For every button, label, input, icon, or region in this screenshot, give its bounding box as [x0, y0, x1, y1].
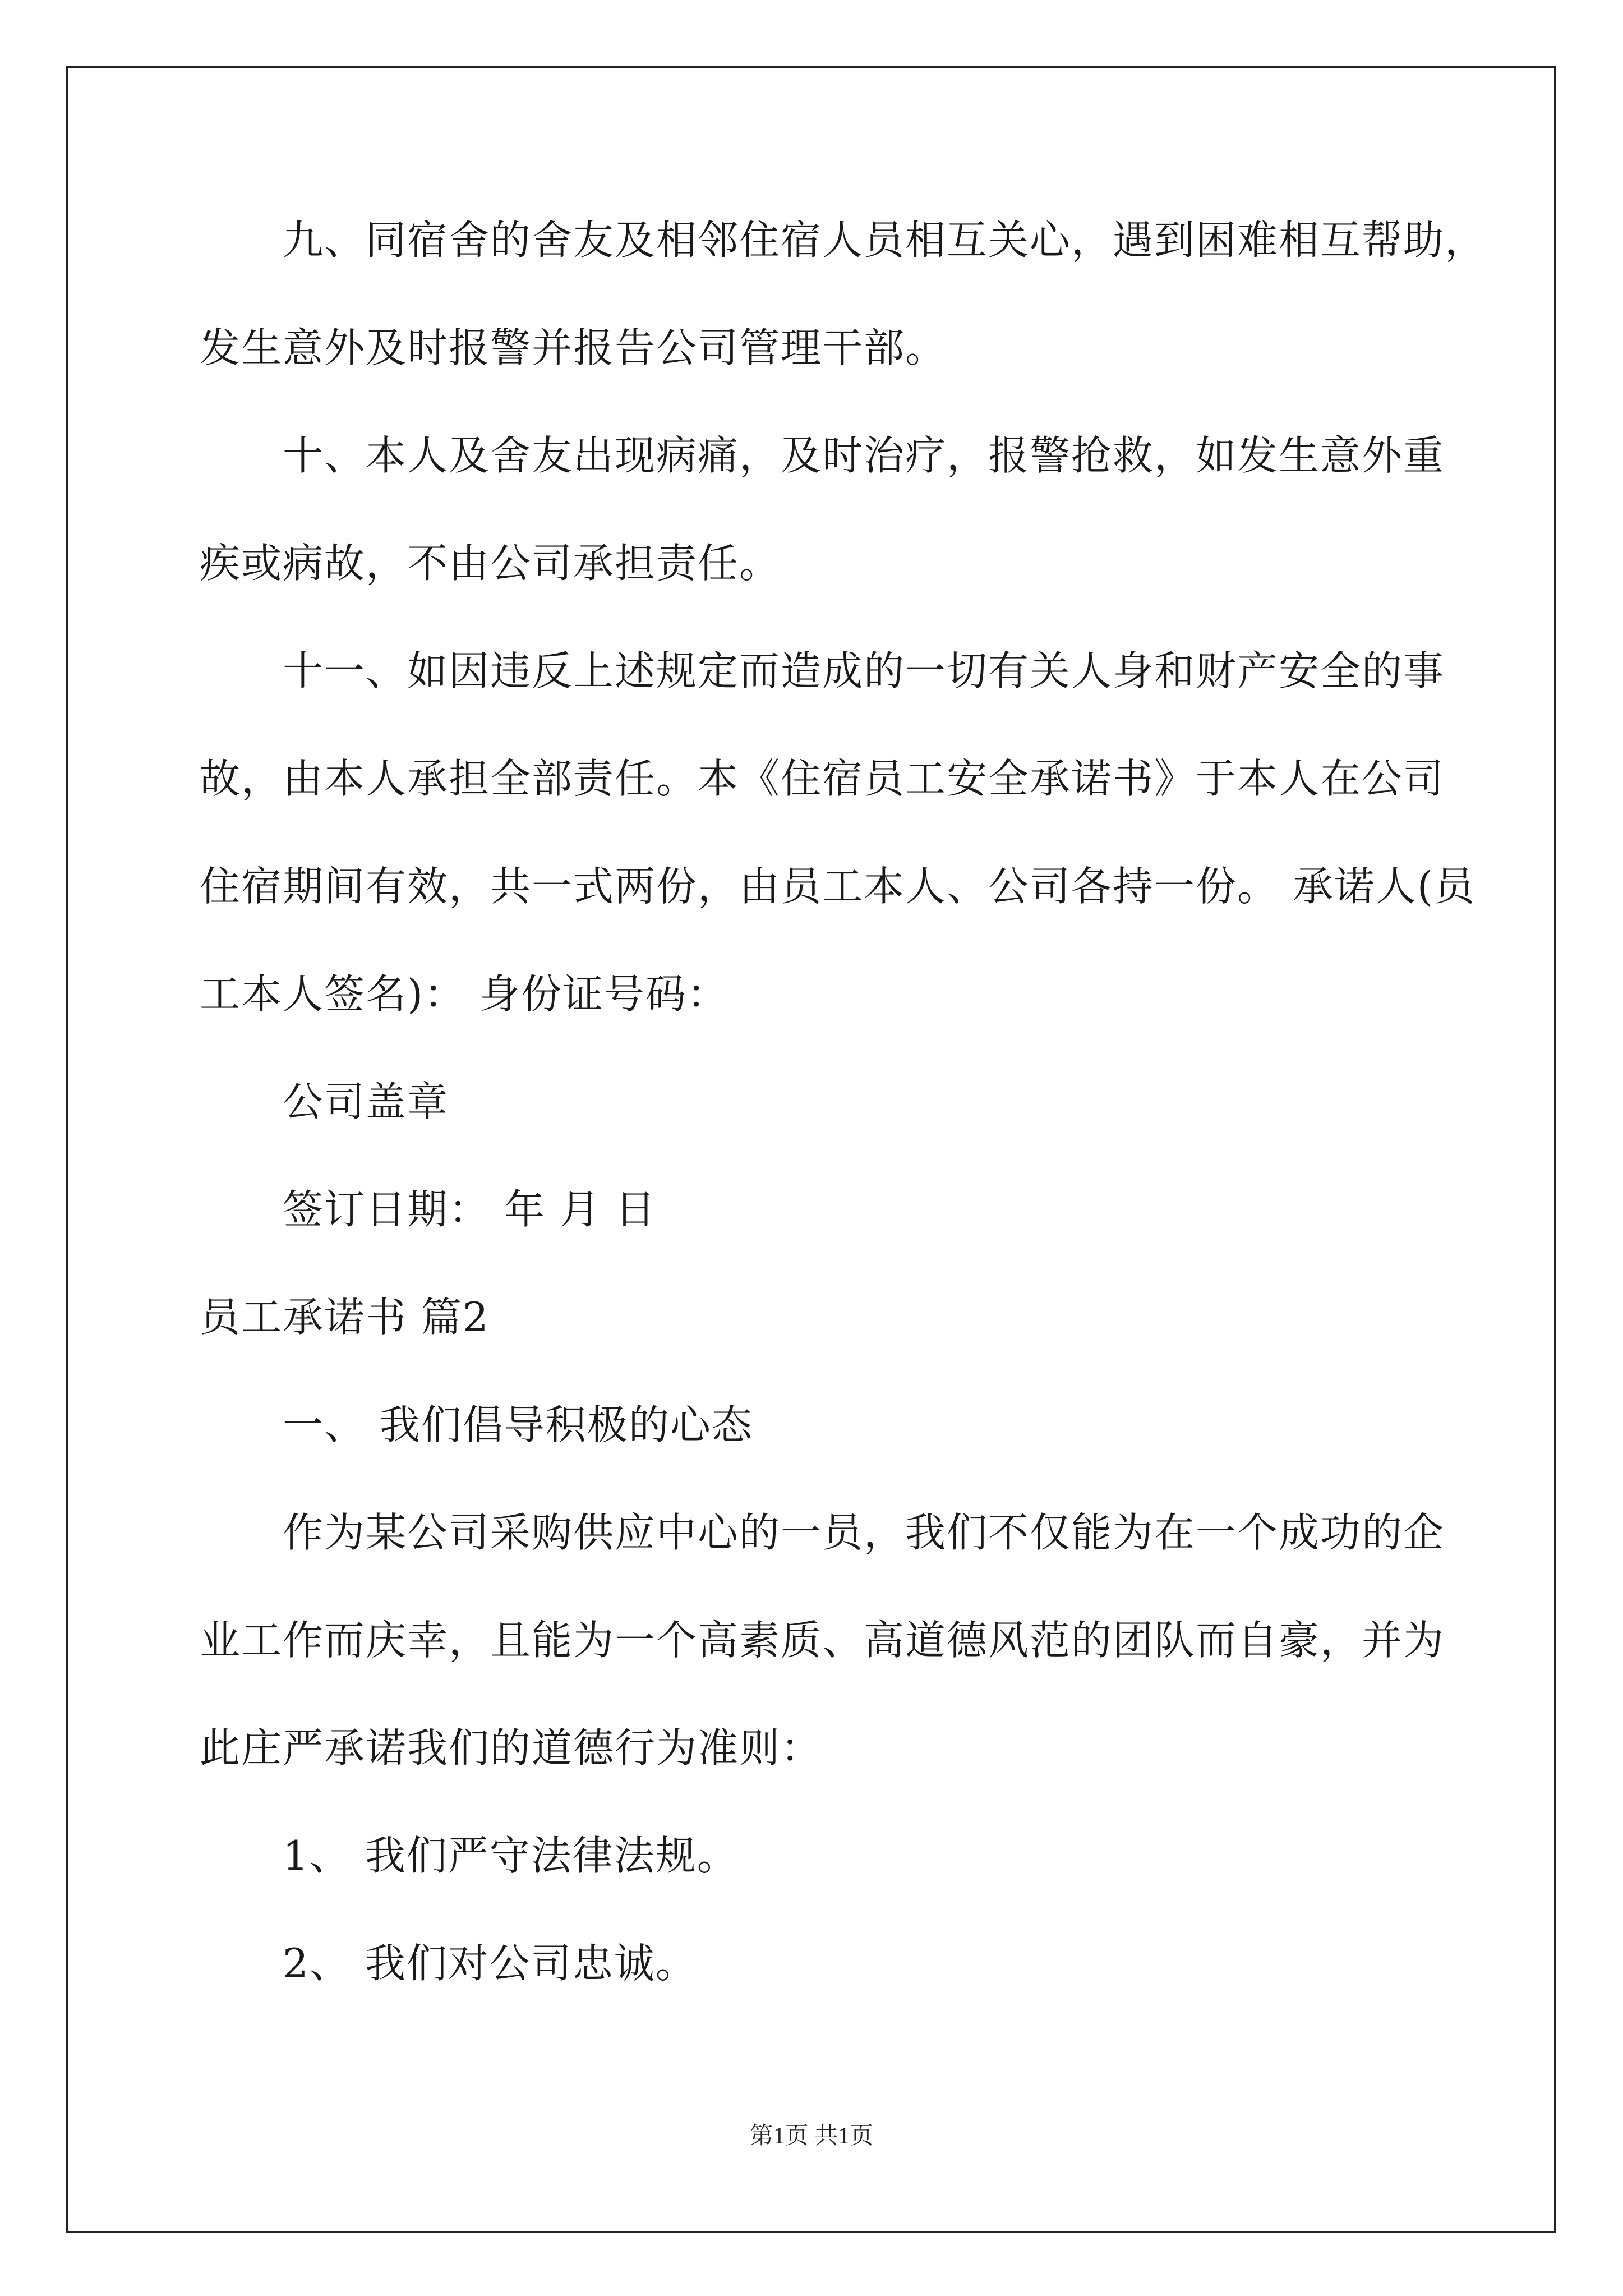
paragraph-11-line-4: 工本人签名)： 身份证号码： — [200, 970, 728, 1018]
signing-date-line: 签订日期： 年 月 日 — [283, 1186, 657, 1233]
intro-paragraph-line-3: 此庄严承诺我们的道德行为准则： — [200, 1724, 823, 1772]
paragraph-11-line-1: 十一、如因违反上述规定而造成的一切有关人身和财产安全的事 — [283, 647, 1445, 694]
page-border — [66, 66, 1556, 2233]
paragraph-10-line-1: 十、本人及舍友出现病痛，及时治疗，报警抢救，如发生意外重 — [283, 432, 1445, 479]
page-footer: 第1页 共1页 — [749, 2123, 874, 2149]
item-1-heading: 一、 我们倡导积极的心态 — [283, 1401, 753, 1448]
section-heading: 员工承诺书 篇2 — [200, 1294, 490, 1341]
company-seal-line: 公司盖章 — [283, 1078, 449, 1125]
paragraph-9-line-1: 九、同宿舍的舍友及相邻住宿人员相互关心，遇到困难相互帮助， — [283, 217, 1487, 264]
paragraph-9-line-2: 发生意外及时报警并报告公司管理干部。 — [200, 324, 947, 371]
intro-paragraph-line-2: 业工作而庆幸，且能为一个高素质、高道德风范的团队而自豪，并为 — [200, 1617, 1445, 1664]
paragraph-11-line-2: 故，由本人承担全部责任。本《住宿员工安全承诺书》于本人在公司 — [200, 755, 1445, 802]
rule-1: 1、 我们严守法律法规。 — [283, 1832, 739, 1879]
paragraph-10-line-2: 疾或病故，不由公司承担责任。 — [200, 540, 781, 587]
intro-paragraph-line-1: 作为某公司采购供应中心的一员，我们不仅能为在一个成功的企 — [283, 1509, 1445, 1556]
rule-2: 2、 我们对公司忠诚。 — [283, 1940, 697, 1987]
paragraph-11-line-3: 住宿期间有效，共一式两份，由员工本人、公司各持一份。 承诺人(员 — [200, 863, 1476, 910]
